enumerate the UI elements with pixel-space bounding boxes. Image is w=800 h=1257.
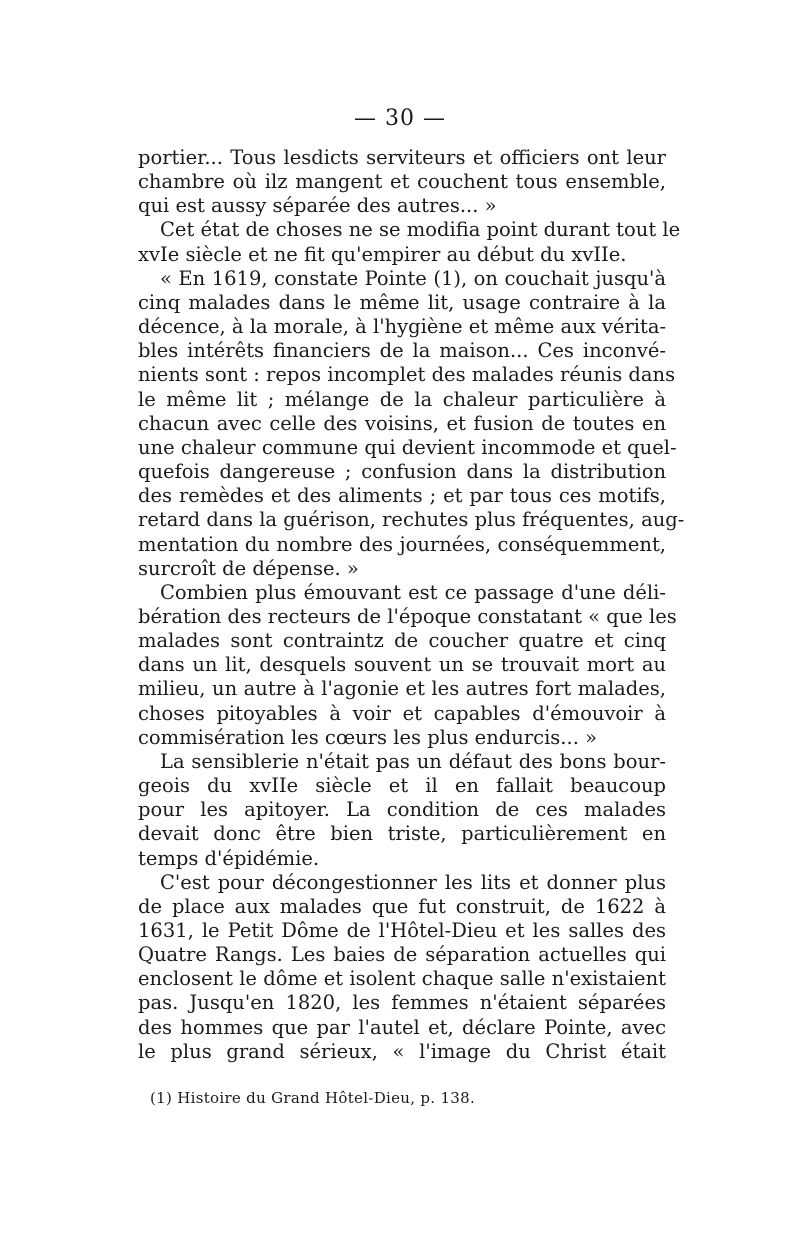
text-line: décence, à la morale, à l'hygiène et même aux vérita- <box>138 315 667 339</box>
text-line: des remèdes et des aliments ; et par tous ces motifs, <box>138 484 666 508</box>
text-line: quefois dangereuse ; confusion dans la distribution <box>138 460 666 484</box>
footnote: (1) Histoire du Grand Hôtel-Dieu, p. 138. <box>150 1089 476 1107</box>
text-line: « En 1619, constate Pointe (1), on couchait jusqu'à <box>160 266 666 290</box>
text-line: Quatre Rangs. Les baies de séparation actuelles qui <box>138 943 666 967</box>
body-text <box>138 146 685 1064</box>
text-line: C'est pour décongestionner les lits et donner plus <box>160 870 666 894</box>
page-number: — 30 — <box>354 106 446 131</box>
text-line: Combien plus émouvant est ce passage d'une déli- <box>160 580 666 604</box>
text-line: La sensiblerie n'était pas un défaut des bons bour- <box>160 749 666 773</box>
text-line: mentation du nombre des journées, conséquemment, <box>138 532 666 556</box>
text-line: cinq malades dans le même lit, usage contraire à la <box>138 290 666 314</box>
text-line: chambre où ilz mangent et couchent tous ensemble, <box>138 170 666 194</box>
text-line: xvIe siècle et ne fit qu'empirer au début du xvIIe. <box>138 242 627 266</box>
text-line: enclosent le dôme et isolent chaque salle n'existaient <box>138 967 666 991</box>
text-line: choses pitoyables à voir et capables d'émouvoir à <box>138 701 666 725</box>
text-line: le plus grand sérieux, « l'image du Christ était <box>138 1039 666 1063</box>
text-line: temps d'épidémie. <box>138 846 320 870</box>
text-line: pour les apitoyer. La condition de ces malades <box>138 798 666 822</box>
text-line: bles intérêts financiers de la maison... Ces inconvé- <box>138 339 666 363</box>
text-line: pas. Jusqu'en 1820, les femmes n'étaient séparées <box>138 991 666 1015</box>
text-line: malades sont contraintz de coucher quatre et cinq <box>138 629 666 653</box>
text-line: geois du xvIIe siècle et il en fallait beaucoup <box>138 774 666 798</box>
text-line: 1631, le Petit Dôme de l'Hôtel-Dieu et les salles des <box>138 919 666 942</box>
text-line: qui est aussy séparée des autres... » <box>138 194 497 218</box>
text-line: le même lit ; mélange de la chaleur particulière à <box>138 387 666 411</box>
text-line: retard dans la guérison, rechutes plus fréquentes, aug- <box>138 508 685 532</box>
text-line: des hommes que par l'autel et, déclare Pointe, avec <box>138 1015 666 1039</box>
text-line: dans un lit, desquels souvent un se trouvait mort au <box>138 653 666 677</box>
text-line: une chaleur commune qui devient incommode et quel- <box>138 435 677 459</box>
text-line: Cet état de choses ne se modifia point durant tout le <box>160 218 681 242</box>
text-line: commisération les cœurs les plus endurcis... » <box>138 725 598 749</box>
text-line: bération des recteurs de l'époque constatant « que les <box>138 604 677 628</box>
text-line: de place aux malades que fut construit, de 1622 à <box>138 894 666 918</box>
text-line: portier... Tous lesdicts serviteurs et officiers ont leur <box>138 146 666 169</box>
text-line: surcroît de dépense. » <box>138 556 359 580</box>
text-line: nients sont : repos incomplet des malades réunis dans <box>138 363 676 387</box>
text-line: milieu, un autre à l'agonie et les autres fort malades, <box>138 677 666 701</box>
text-line: devait donc être bien triste, particulièrement en <box>138 822 666 846</box>
text-line: chacun avec celle des voisins, et fusion de toutes en <box>138 411 666 435</box>
